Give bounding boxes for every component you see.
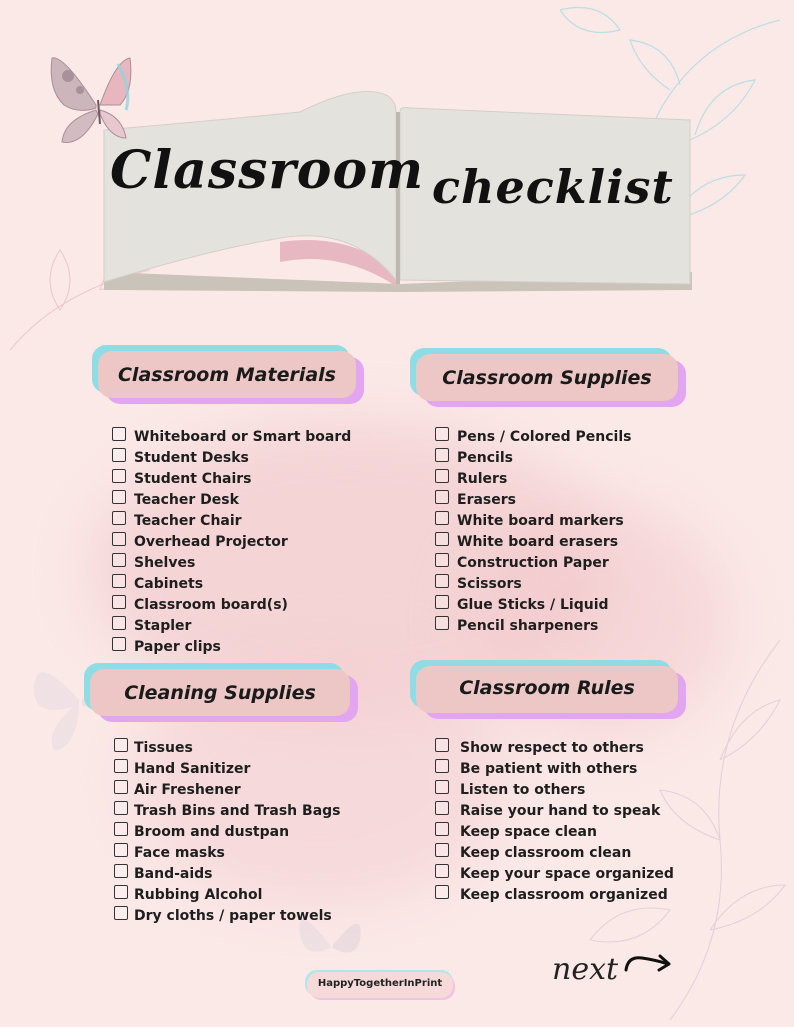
section-title-rules: Classroom Rules [459, 677, 635, 699]
checkbox-icon[interactable] [435, 843, 449, 857]
section-heading-materials [92, 345, 368, 405]
checklist-item-label: Student Chairs [134, 471, 252, 487]
checklist-item-label: Listen to others [460, 782, 586, 798]
checklist-item-label: Rubbing Alcohol [134, 887, 263, 903]
checklist-item-label: Teacher Chair [134, 513, 242, 529]
checkbox-icon[interactable] [435, 738, 449, 752]
checkbox-icon[interactable] [114, 801, 128, 815]
checkbox-icon[interactable] [435, 595, 449, 609]
checklist-item-label: Paper clips [134, 639, 221, 655]
section-heading-rules [410, 660, 688, 720]
checklist-item-label: Whiteboard or Smart board [134, 429, 352, 445]
checkbox-icon[interactable] [435, 801, 449, 815]
checkbox-icon[interactable] [435, 553, 449, 567]
checklist-item-label: White board markers [457, 513, 624, 529]
section-heading-supplies [410, 348, 688, 408]
checklist-item-label: Air Freshener [134, 782, 241, 798]
checklist-item-label: Erasers [457, 492, 516, 508]
checkbox-icon[interactable] [435, 759, 449, 773]
checklist-item-label: Pencils [457, 450, 513, 466]
checklist-item-label: White board erasers [457, 534, 619, 550]
checkbox-icon[interactable] [114, 738, 128, 752]
checkbox-icon[interactable] [112, 595, 126, 609]
checklist-item-label: Cabinets [134, 576, 204, 592]
section-heading-cleaning [84, 663, 360, 723]
checkbox-icon[interactable] [435, 532, 449, 546]
checklist-item-label: Broom and dustpan [134, 824, 290, 840]
checklist-item-label: Construction Paper [457, 555, 609, 571]
brand-name: HappyTogetherInPrint [317, 978, 443, 989]
checklist-item-label: Keep classroom organized [460, 887, 668, 903]
checkbox-icon[interactable] [114, 885, 128, 899]
checkbox-icon[interactable] [435, 864, 449, 878]
checklist-item-label: Dry cloths / paper towels [134, 908, 332, 924]
checkbox-icon[interactable] [112, 490, 126, 504]
checklist-item-label: Keep space clean [460, 824, 597, 840]
checkbox-icon[interactable] [435, 885, 449, 899]
checklist-item-label: Student Desks [134, 450, 249, 466]
checkbox-icon[interactable] [435, 490, 449, 504]
checkbox-icon[interactable] [114, 843, 128, 857]
checkbox-icon[interactable] [435, 780, 449, 794]
checkbox-icon[interactable] [435, 616, 449, 630]
checklist-item-label: Pencil sharpeners [457, 618, 599, 634]
section-title-supplies: Classroom Supplies [442, 367, 652, 389]
checkbox-icon[interactable] [112, 637, 126, 651]
checkbox-icon[interactable] [114, 822, 128, 836]
checklist-item-label: Raise your hand to speak [460, 803, 661, 819]
checkbox-icon[interactable] [435, 574, 449, 588]
butterfly-icon [44, 50, 140, 150]
checkbox-icon[interactable] [114, 906, 128, 920]
curved-arrow-icon[interactable] [622, 948, 674, 978]
title-word-classroom: Classroom [110, 140, 425, 201]
checklist-item-label: Scissors [457, 576, 522, 592]
checklist-item-label: Face masks [134, 845, 225, 861]
checkbox-icon[interactable] [112, 469, 126, 483]
checkbox-icon[interactable] [435, 511, 449, 525]
checkbox-icon[interactable] [112, 427, 126, 441]
checkbox-icon[interactable] [112, 574, 126, 588]
section-title-cleaning: Cleaning Supplies [124, 682, 316, 704]
checklist-item-label: Shelves [134, 555, 196, 571]
checkbox-icon[interactable] [435, 822, 449, 836]
checkbox-icon[interactable] [435, 448, 449, 462]
checklist-item-label: Stapler [134, 618, 192, 634]
next-link[interactable]: next [552, 952, 619, 987]
checkbox-icon[interactable] [112, 532, 126, 546]
checklist-item-label: Be patient with others [460, 761, 638, 777]
section-title-materials: Classroom Materials [117, 364, 336, 386]
checklist-item-label: Tissues [134, 740, 193, 756]
checklist-item-label: Show respect to others [460, 740, 644, 756]
checkbox-icon[interactable] [114, 759, 128, 773]
checklist-item-label: Overhead Projector [134, 534, 288, 550]
checklist-item-label: Hand Sanitizer [134, 761, 251, 777]
brand-tag [305, 970, 455, 1000]
checklist-item-label: Pens / Colored Pencils [457, 429, 632, 445]
checkbox-icon[interactable] [435, 469, 449, 483]
title-word-checklist: checklist [432, 160, 674, 214]
checklist-item-label: Teacher Desk [134, 492, 239, 508]
checklist-item-label: Keep classroom clean [460, 845, 632, 861]
checkbox-icon[interactable] [112, 616, 126, 630]
checklist-item-label: Band-aids [134, 866, 213, 882]
checklist-item-label: Classroom board(s) [134, 597, 288, 613]
checkbox-icon[interactable] [435, 427, 449, 441]
checkbox-icon[interactable] [112, 511, 126, 525]
checkbox-icon[interactable] [114, 780, 128, 794]
checklist-item-label: Glue Sticks / Liquid [457, 597, 609, 613]
checkbox-icon[interactable] [114, 864, 128, 878]
checklist-item-label: Keep your space organized [460, 866, 674, 882]
checklist-item-label: Rulers [457, 471, 508, 487]
checkbox-icon[interactable] [112, 448, 126, 462]
checklist-item-label: Trash Bins and Trash Bags [134, 803, 341, 819]
checkbox-icon[interactable] [112, 553, 126, 567]
